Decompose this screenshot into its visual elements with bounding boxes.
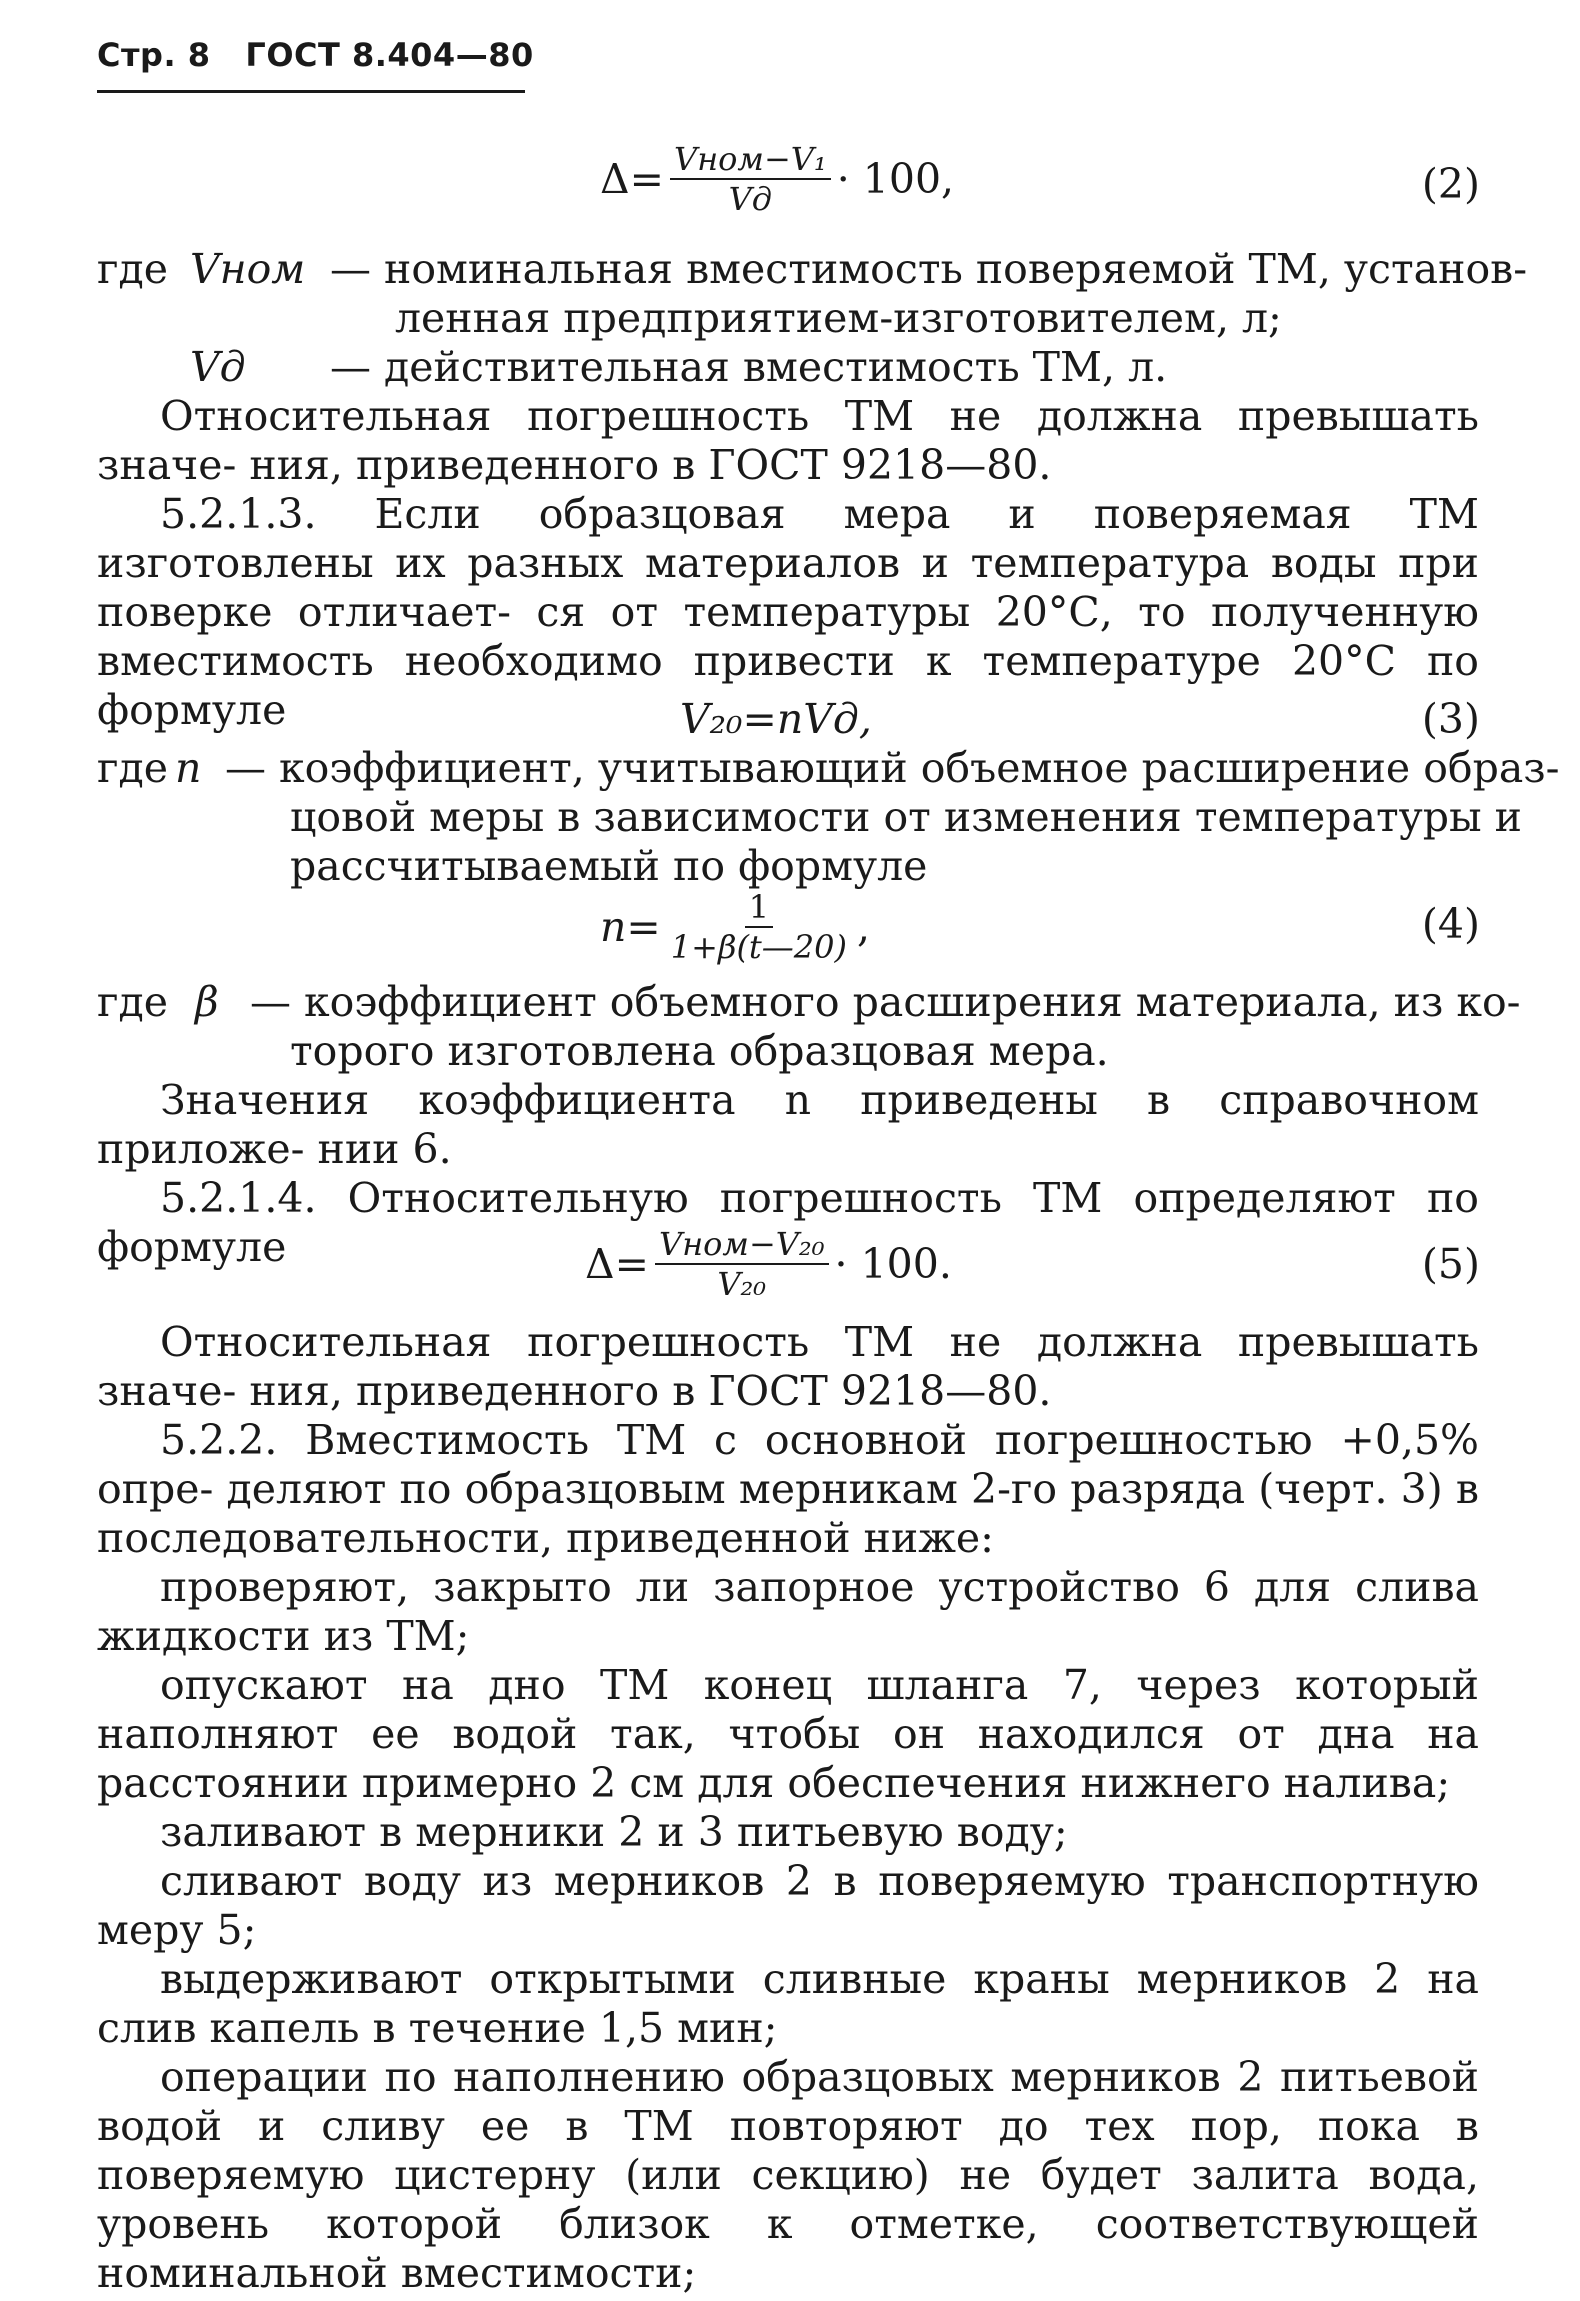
equation-3: V₂₀=nVд, <box>680 695 872 743</box>
step-hold-valves: выдерживают открытыми сливные краны мерников 2 на слив капель в течение 1,5 мин; <box>97 1955 1479 2052</box>
step-fill-measures: заливают в мерники 2 и 3 питьевую воду; <box>160 1808 1068 1856</box>
definition-beta-line1: — коэффициент объемного расширения материала, из ко- <box>250 978 1521 1026</box>
equation-4 <box>600 888 870 966</box>
equation-number-4: (4) <box>1421 900 1480 948</box>
paragraph-5-2-1-3: 5.2.1.3. Если образцовая мера и поверяемая ТМ изготовлены их разных материалов и температура воды при поверке отличает- ся от температуры 20°С, то полученную вместимость необходимо привести к температуре 20°С по формуле <box>97 490 1479 734</box>
fraction-denominator: Vд <box>728 180 773 218</box>
definition-beta-line2: торого изготовлена образцовая мера. <box>290 1027 1109 1075</box>
equation-tail: , <box>856 903 871 951</box>
fraction-denominator: V₂₀ <box>717 1265 767 1303</box>
paragraph-coefficient-values: Значения коэффициента n приведены в справочном приложе- нии 6. <box>97 1076 1479 1173</box>
equation-lhs: Δ= <box>600 155 664 203</box>
symbol-n: n <box>175 744 202 792</box>
symbol-beta: β <box>195 978 219 1026</box>
step-check-valve: проверяют, закрыто ли запорное устройство 6 для слива жидкости из ТМ; <box>97 1563 1479 1660</box>
symbol-vnom: Vном <box>190 245 306 293</box>
fraction-denominator: 1+β(t—20) <box>670 928 847 966</box>
fraction <box>667 888 851 966</box>
page-header <box>97 36 534 74</box>
definition-n-line2: цовой меры в зависимости от изменения температуры и <box>290 793 1522 841</box>
definition-n-line1: — коэффициент, учитывающий объемное расширение образ- <box>225 744 1560 792</box>
paragraph-5-2-2: 5.2.2. Вместимость ТМ с основной погрешностью +0,5% опре- деляют по образцовым мерникам 2-го разряда (черт. 3) в последовательности, приведенной ниже: <box>97 1416 1479 1562</box>
where-label: где <box>97 245 168 293</box>
where-label-beta: где <box>97 978 168 1026</box>
definition-n-line3: рассчитываемый по формуле <box>290 842 928 890</box>
definition-vnom-line1: — номинальная вместимость поверяемой ТМ, установ- <box>330 245 1528 293</box>
step-repeat-filling: операции по наполнению образцовых мерников 2 питьевой водой и сливу ее в ТМ повторяют до тех пор, пока в поверяемую цистерну (или секцию) не будет залита вода, уровень которой близок к отметке, соответствующей номинальной вместимости; <box>97 2053 1479 2297</box>
page-number: Стр. 8 <box>97 36 211 74</box>
paragraph-2: Относительная погрешность ТМ не должна превышать значе- ния, приведенного в ГОСТ 9218—80. <box>97 1318 1479 1415</box>
fraction-numerator: 1 <box>745 888 773 928</box>
header-rule <box>97 90 525 93</box>
equation-5 <box>585 1225 952 1303</box>
equation-number-5: (5) <box>1421 1240 1480 1288</box>
equation-tail: · 100, <box>836 155 955 203</box>
fraction-numerator: Vном−V₂₀ <box>655 1225 829 1265</box>
step-drain-water: сливают воду из мерников 2 в поверяемую транспортную меру 5; <box>97 1857 1479 1954</box>
where-label-n: где <box>97 744 168 792</box>
standard-code: ГОСТ 8.404—80 <box>245 36 534 74</box>
paragraph-5-2-1-4: 5.2.1.4. Относительную погрешность ТМ определяют по формуле <box>97 1174 1479 1271</box>
fraction <box>670 140 831 218</box>
fraction-numerator: Vном−V₁ <box>670 140 831 180</box>
equation-lhs: n= <box>600 903 661 951</box>
symbol-vd: Vд <box>190 343 246 391</box>
equation-lhs: Δ= <box>585 1240 649 1288</box>
equation-2 <box>600 140 954 218</box>
equation-tail: · 100. <box>834 1240 952 1288</box>
fraction <box>655 1225 829 1303</box>
paragraph-1: Относительная погрешность ТМ не должна превышать значе- ния, приведенного в ГОСТ 9218—80. <box>97 392 1479 489</box>
step-lower-hose: опускают на дно ТМ конец шланга 7, через который наполняют ее водой так, чтобы он находился от дна на расстоянии примерно 2 см для обеспечения нижнего налива; <box>97 1661 1479 1807</box>
definition-vnom-line2: ленная предприятием-изготовителем, л; <box>395 294 1282 342</box>
equation-number-2: (2) <box>1421 160 1480 208</box>
equation-number-3: (3) <box>1421 695 1480 743</box>
definition-vd: — действительная вместимость ТМ, л. <box>330 343 1168 391</box>
